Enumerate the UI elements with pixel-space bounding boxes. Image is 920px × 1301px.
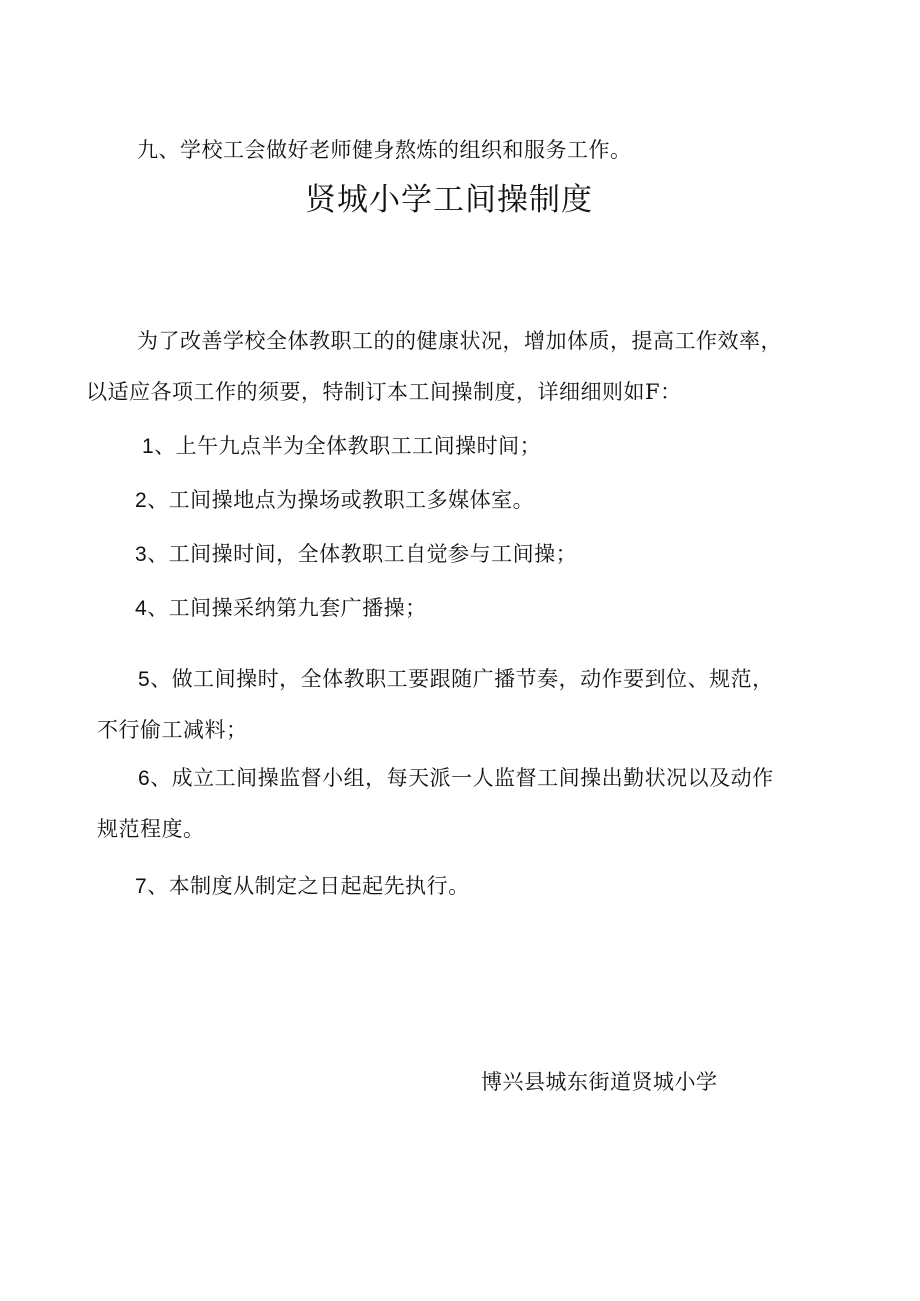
rule-number: 5 bbox=[138, 668, 151, 691]
rule-item-7 bbox=[135, 872, 470, 901]
rule-item-5 bbox=[138, 665, 774, 694]
rule-text: 、上午九点半为全体教职工工间操时间； bbox=[154, 434, 542, 458]
rule-item-3 bbox=[135, 540, 577, 569]
rule-number: 3 bbox=[135, 543, 148, 566]
rule-text: 、工间操时间，全体教职工自觉参与工间操； bbox=[147, 542, 578, 566]
intro-paragraph-line-2: 以适应各项工作的须要，特制订本工间操制度，详细细则如F： bbox=[86, 380, 682, 404]
rule-number: 6 bbox=[138, 767, 151, 790]
rule-item-2 bbox=[135, 486, 534, 515]
intro-paragraph-line-1: 为了改善学校全体教职工的的健康状况，增加体质，提高工作效率， bbox=[137, 329, 782, 353]
rule-item-5-continuation: 不行偷工减料； bbox=[97, 718, 248, 742]
rule-number: 1 bbox=[142, 435, 155, 458]
rule-item-6 bbox=[138, 764, 774, 793]
document-title: 贤城小学工间操制度 bbox=[305, 182, 593, 218]
rule-item-4 bbox=[135, 594, 427, 623]
rule-text: 、工间操采纳第九套广播操； bbox=[147, 596, 427, 620]
rule-item-1 bbox=[142, 432, 541, 461]
rule-text: 、本制度从制定之日起起先执行。 bbox=[147, 874, 470, 898]
rule-text: 、成立工间操监督小组，每天派一人监督工间操出勤状况以及动作 bbox=[150, 766, 774, 790]
rule-number: 2 bbox=[135, 489, 148, 512]
rule-text: 、工间操地点为操场或教职工多媒体室。 bbox=[147, 488, 535, 512]
issuer-signature: 博兴县城东街道贤城小学 bbox=[481, 1070, 718, 1094]
rule-number: 4 bbox=[135, 597, 148, 620]
rule-text: 、做工间操时，全体教职工要跟随广播节奏，动作要到位、规范， bbox=[150, 667, 774, 691]
rule-item-6-continuation: 规范程度。 bbox=[97, 817, 205, 841]
rule-number: 7 bbox=[135, 875, 148, 898]
previous-section-item: 九、学校工会做好老师健身熬炼的组织和服务工作。 bbox=[137, 138, 632, 162]
